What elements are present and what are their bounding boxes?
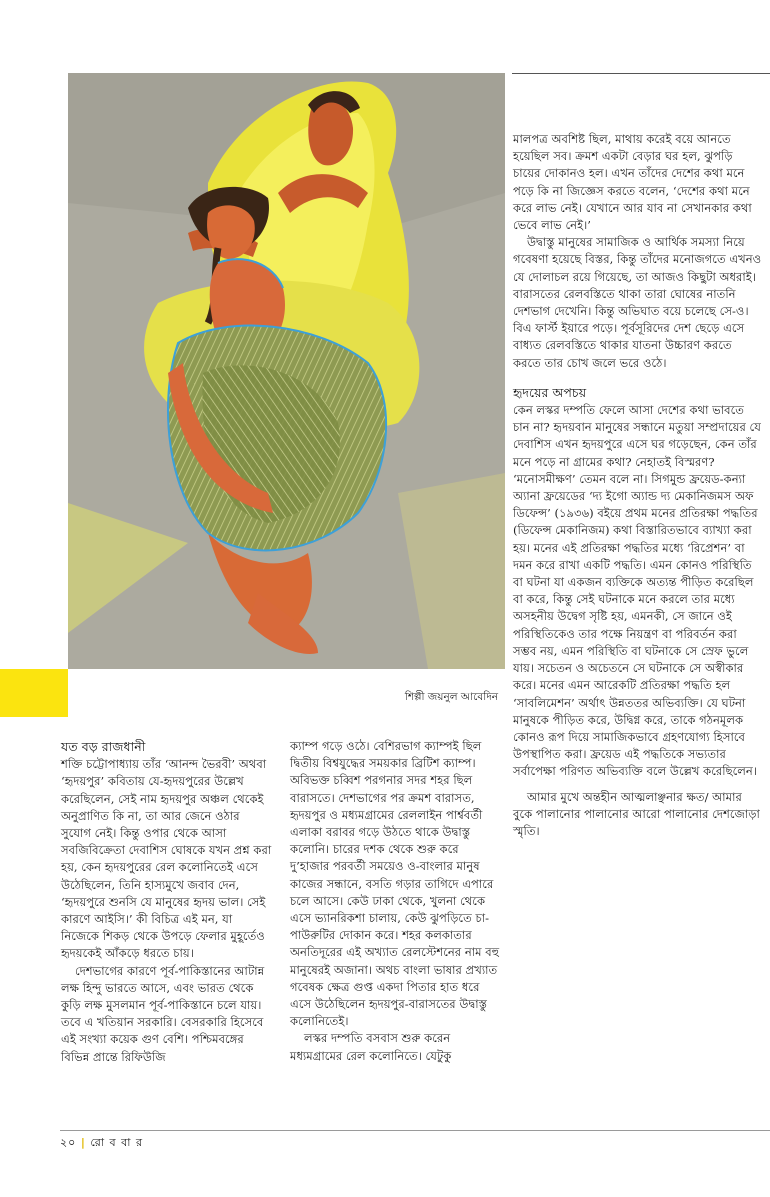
section-heading-hridoyer-opochoy: হৃদয়ের অপচয় [513, 384, 587, 400]
magazine-name: রো ব বা র [90, 1136, 144, 1149]
top-rule [512, 73, 770, 74]
poem-quote: আমার মুখে অন্তহীন আত্মলাঞ্ছনার ক্ষত/ আমার বুকে পালানোর পালানোর আরো পালানোর দেশজোড়া স্মৃতি। [513, 789, 760, 838]
footer-rule [60, 1130, 770, 1131]
right-para-2: উদ্বাস্তু মানুষের সামাজিক ও আর্থিক সমস্যা নিয়ে গবেষণা হয়েছে বিস্তর, কিন্তু তাঁদের মনোজগতে এখনও যে দোলাচল রয়ে গিয়েছে, তা আজও কিছুটা অধরাই। বারাসতের রেলবস্তিতে থাকা তারা ঘোষের নাতনি দেশভাগ দেখেনি। কিন্তু অভিঘাত বয়ে চলেছে সে-ও। বিএ ফার্স্ট ইয়ারে পড়ে। পূর্বসূরিদের দেশ ছেড়ে এসে বাধ্যত রেলবস্তিতে থাকার যাতনা উচ্চারণ করতে করতে তার চোখ জলে ভরে ওঠে। [513, 235, 762, 370]
painting-illustration [68, 73, 505, 669]
middle-column [290, 738, 500, 1065]
middle-para-2: লস্কর দম্পতি বসবাস শুরু করেন মধ্যমগ্রামের রেল কলোনিতে। যেটুকু [290, 1031, 452, 1063]
artist-caption: শিল্পী জয়নুল আবেদিন [404, 691, 498, 703]
right-para-3: কেন লস্কর দম্পতি ফেলে আসা দেশের কথা ভাবতে চান না? হৃদয়বান মানুষের সন্ধানে মতুয়া সম্প্রদায়ের যে দেবাশিস এখন হৃদয়পুরে এসে ঘর গড়েছেন, কেন তাঁর মনে পড়ে না গ্রামের কথা? নেহাতই বিস্মরণ? ‘মনোসমীক্ষণ’ তেমন বলে না। সিগমুন্ড ফ্রয়েড-কন্যা অ্যানা ফ্রয়েডের ‘দ্য ইগো অ্যান্ড দ্য মেকানিজমস অফ ডিফেন্স’ (১৯৩৬) বইয়ে প্রথম মনের প্রতিরক্ষা পদ্ধতির (ডিফেন্স মেকানিজম) কথা বিস্তারিতভাবে ব্যাখ্যা করা হয়। মনের এই প্রতিরক্ষা পদ্ধতির মধ্যে ‘রিপ্রেশন’ বা দমন করে রাখা একটি পদ্ধতি। এমন কোনও পরিস্থিতি বা ঘটনা যা একজন ব্যক্তিকে অত্যন্ত পীড়িত করেছিল বা করে, কিন্তু সেই ঘটনাকে মনে করলে তার মধ্যে অসহনীয় উদ্বেগ সৃষ্টি হয়, এমনকী, সে জানে ওই পরিস্থিতিকেও তার পক্ষে নিয়ন্ত্রণ বা পরিবর্তন করা সম্ভব নয়, এমন পরিস্থিতি বা ঘটনাকে সে স্রেফ ভুলে যায়। সচেতন ও অচেতনে সে ঘটনাকে সে অস্বীকার করে। মনের এমন আরেকটি প্রতিরক্ষা পদ্ধতি হল ‘সাবলিমেশন’ অর্থাৎ উন্নততর অভিব্যক্তি। যে ঘটনা মানুষকে পীড়িত করে, উদ্বিগ্ন করে, তাকে গঠনমূলক কোনও রূপ দিয়ে সামাজিকভাবে গ্রহণযোগ্য হিসাবে উপস্থাপিত করা। ফ্রয়েড এই পদ্ধতিকে সভ্যতার সর্বাপেক্ষা পরিণত অভিব্যক্তি বলে উল্লেখ করেছিলেন। [513, 403, 761, 779]
left-para-2: দেশভাগের কারণে পূর্ব-পাকিস্তানের আটান্ন লক্ষ হিন্দু ভারতে আসে, এবং ভারত থেকে কুড়ি লক্ষ মুসলমান পূর্ব-পাকিস্তানে চলে যায়। তবে এ খতিয়ান সরকারি। বেসরকারি হিসেবে এই সংখ্যা কয়েক গুণ বেশি। পশ্চিমবঙ্গের বিভিন্ন প্রান্তে রিফিউজি [61, 963, 265, 1064]
right-para-1: মালপত্র অবশিষ্ট ছিল, মাথায় করেই বয়ে আনতে হয়েছিল সব। ক্রমশ একটা বেড়ার ঘর হল, ঝুপড়ি চায়ের দোকানও হল। এখন তাঁদের দেশের কথা মনে পড়ে কি না জিজ্ঞেস করতে বলেন, ‘দেশের কথা মনে করে লাভ নেই। যেখানে আর যাব না সেখানকার কথা ভেবে লাভ নেই।’ [513, 132, 752, 233]
page-number: ২০ [60, 1136, 77, 1149]
middle-para-1: ক্যাম্প গড়ে ওঠে। বেশিরভাগ ক্যাম্পই ছিল দ্বিতীয় বিশ্বযুদ্ধের সময়কার ব্রিটিশ ক্যাম্প। অবিভক্ত চব্বিশ পরগনার সদর শহর ছিল বারাসতে। দেশভাগের পর ক্রমশ বারাসত, হৃদয়পুর ও মধ্যমগ্রামের রেললাইন পার্শ্ববর্তী এলাকা বরাবর গড়ে উঠতে থাকে উদ্বাস্তু কলোনি। চারের দশক থেকে শুরু করে দু’হাজার পরবর্তী সময়েও ও-বাংলার মানুষ কাজের সন্ধানে, বসতি গড়ার তাগিদে এপারে চলে আসে। কেউ ঢাকা থেকে, খুলনা থেকে এসে ভ্যানরিকশা চালায়, কেউ ঝুপড়িতে চা-পাউরুটির দোকান করে। শহর কলকাতার অনতিদূরের এই অখ্যাত রেলস্টেশনের নাম বহু মানুষেরই অজানা। অথচ বাংলা ভাষার প্রখ্যাত গবেষক ক্ষেত্র গুপ্ত একদা পিতার হাত ধরে এসে উঠেছিলেন হৃদয়পুর-বারাসতের উদ্বাস্তু কলোনিতেই। [290, 739, 500, 1029]
left-column [61, 738, 272, 1066]
section-heading-joto-boro-rajdhani: যত বড় রাজধানী [61, 739, 146, 754]
folio [60, 1134, 143, 1153]
painting-svg [68, 73, 505, 669]
left-para-1: শক্তি চট্টোপাধ্যায় তাঁর ‘আনন্দ ভৈরবী’ অথবা ‘হৃদয়পুর’ কবিতায় যে-হৃদয়পুরের উল্লেখ করেছিলেন, সেই নাম হৃদয়পুর অঞ্চল থেকেই অনুপ্রাণিত কি না, তা আর জেনে ওঠার সুযোগ নেই। কিন্তু ওপার থেকে আসা সবজিবিক্রেতা দেবাশিস ঘোষকে যখন প্রশ্ন করা হয়, কেন হৃদয়পুরের রেল কলোনিতেই এসে উঠেছিলেন, তিনি হাস্যমুখে জবাব দেন, ‘হৃদয়পুরে শুনসি যে মানুষের হৃদয় ভাল। সেই কারণে আইসি।’ কী বিচিত্র এই মন, যা নিজেকে শিকড় থেকে উপড়ে ফেলার মুহূর্তেও হৃদয়কেই আঁকড়ে ধরতে চায়। [61, 757, 272, 961]
folio-separator: | [80, 1136, 86, 1149]
right-column [513, 131, 763, 840]
